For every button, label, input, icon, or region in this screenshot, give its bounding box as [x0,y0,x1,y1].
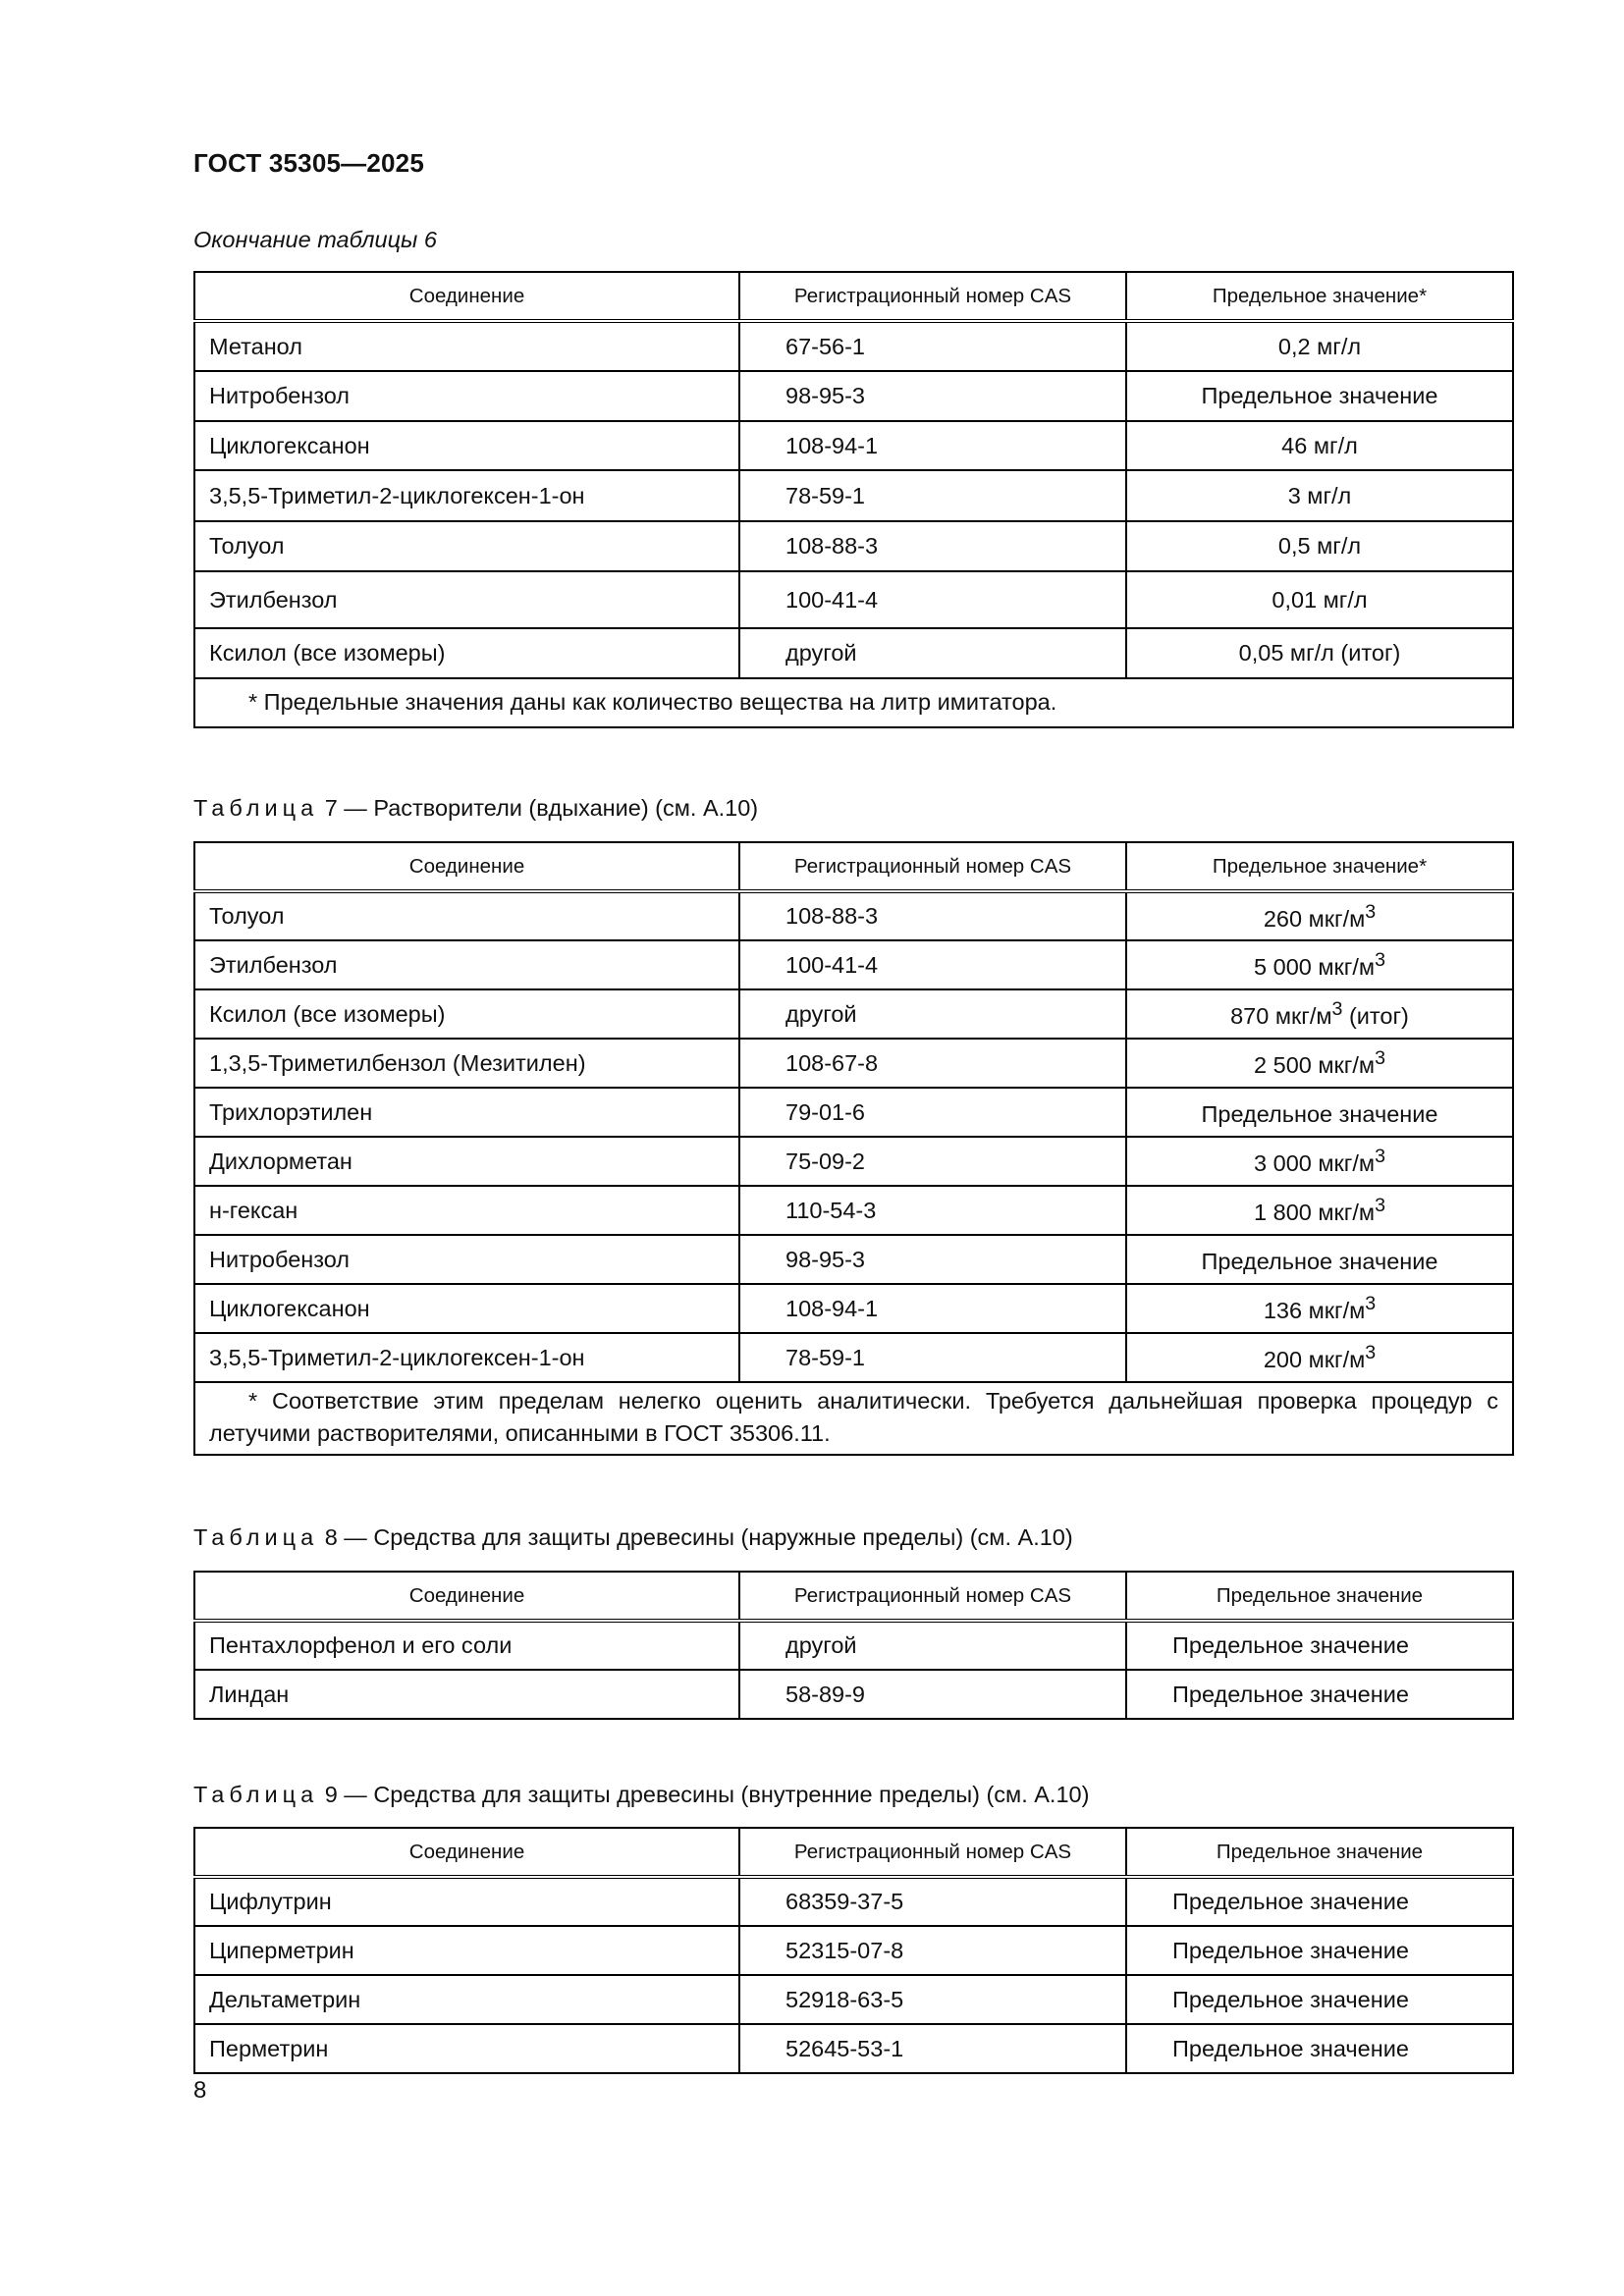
limit-cell: Предельное значение [1126,371,1513,421]
table-row [194,1137,1513,1186]
table-header-row [194,1828,1513,1877]
table-row [194,1039,1513,1088]
limit-cell: 200 мкг/$м^3$ [1126,1333,1513,1382]
limit-cell: 3 000 мкг/$м^3$ [1126,1137,1513,1186]
column-header-limit: Предельное значение [1126,1828,1513,1877]
compound-cell: Цифлутрин [194,1877,739,1926]
compound-cell: н-гексан [194,1186,739,1235]
limit-cell: 0,2 мг/л [1126,321,1513,371]
limit-cell: 870 мкг/$м^3$ (итог) [1126,989,1513,1039]
limit-cell: Предельное значение [1126,2024,1513,2073]
column-header-cas: Регистрационный номер CAS [739,272,1126,321]
table-footnote: * Соответствие этим пределам нелегко оценить аналитически. Требуется дальнейшая проверка процедур с летучими растворителями, описанными в ГОСТ 35306.11. [194,1382,1513,1455]
table-row [194,421,1513,470]
limit-cell: Предельное значение [1126,1877,1513,1926]
limit-cell: Предельное значение [1126,1926,1513,1975]
cas-cell: 108-88-3 [739,891,1126,940]
table-row [194,628,1513,678]
table6 [193,271,1514,728]
table-row [194,321,1513,371]
cas-cell: 108-67-8 [739,1039,1126,1088]
column-header-compound: Соединение [194,1828,739,1877]
limit-cell: Предельное значение [1126,1088,1513,1137]
compound-cell: Ксилол (все изомеры) [194,989,739,1039]
cas-cell: 58-89-9 [739,1670,1126,1719]
compound-cell: Циперметрин [194,1926,739,1975]
cas-cell: 75-09-2 [739,1137,1126,1186]
compound-cell: Дельтаметрин [194,1975,739,2024]
table7-caption [193,795,758,822]
column-header-compound: Соединение [194,842,739,891]
limit-cell: 1 800 мкг/$м^3$ [1126,1186,1513,1235]
table-label: Таблица [193,1782,319,1807]
cas-cell: 78-59-1 [739,1333,1126,1382]
limit-cell: 260 мкг/$м^3$ [1126,891,1513,940]
table6-caption: Окончание таблицы 6 [193,227,437,252]
cas-cell: 98-95-3 [739,371,1126,421]
compound-cell: Толуол [194,521,739,571]
table-row [194,891,1513,940]
cas-cell: 108-94-1 [739,1284,1126,1333]
table-title: 9 — Средства для защиты древесины (внутренние пределы) (см. А.10) [324,1782,1090,1807]
table-row [194,470,1513,521]
table8 [193,1571,1514,1720]
compound-cell: Нитробензол [194,1235,739,1284]
compound-cell: Пентахлорфенол и его соли [194,1621,739,1670]
table-header-row [194,1572,1513,1621]
table-row [194,2024,1513,2073]
limit-cell: 5 000 мкг/$м^3$ [1126,940,1513,989]
cas-cell: другой [739,989,1126,1039]
table-row [194,1621,1513,1670]
table-row [194,1975,1513,2024]
column-header-limit: Предельное значение* [1126,272,1513,321]
limit-cell: 0,01 мг/л [1126,571,1513,628]
limit-cell: 3 мг/л [1126,470,1513,521]
cas-cell: 98-95-3 [739,1235,1126,1284]
limit-cell: 46 мг/л [1126,421,1513,470]
column-header-limit: Предельное значение [1126,1572,1513,1621]
cas-cell: 68359-37-5 [739,1877,1126,1926]
compound-cell: Нитробензол [194,371,739,421]
cas-cell: 108-94-1 [739,421,1126,470]
compound-cell: Ксилол (все изомеры) [194,628,739,678]
compound-cell: Этилбензол [194,571,739,628]
table-title: 8 — Средства для защиты древесины (наружные пределы) (см. А.10) [324,1524,1073,1550]
limit-cell: 136 мкг/$м^3$ [1126,1284,1513,1333]
cas-cell: 100-41-4 [739,571,1126,628]
limit-cell: Предельное значение [1126,1670,1513,1719]
table8-caption [193,1524,1073,1551]
compound-cell: 1,3,5-Триметилбензол (Мезитилен) [194,1039,739,1088]
compound-cell: Дихлорметан [194,1137,739,1186]
compound-cell: 3,5,5-Триметил-2-циклогексен-1-он [194,1333,739,1382]
compound-cell: 3,5,5-Триметил-2-циклогексен-1-он [194,470,739,521]
limit-cell: 2 500 мкг/$м^3$ [1126,1039,1513,1088]
table-row [194,1926,1513,1975]
table-row [194,1235,1513,1284]
table-row [194,371,1513,421]
compound-cell: Перметрин [194,2024,739,2073]
cas-cell: 79-01-6 [739,1088,1126,1137]
table-note-row [194,1382,1513,1455]
compound-cell: Метанол [194,321,739,371]
cas-cell: 52315-07-8 [739,1926,1126,1975]
table-header-row [194,842,1513,891]
compound-cell: Толуол [194,891,739,940]
column-header-cas: Регистрационный номер CAS [739,842,1126,891]
limit-cell: 0,05 мг/л (итог) [1126,628,1513,678]
compound-cell: Трихлорэтилен [194,1088,739,1137]
table-row [194,1088,1513,1137]
table-row [194,1186,1513,1235]
table7 [193,841,1514,1456]
column-header-compound: Соединение [194,272,739,321]
table-row [194,1284,1513,1333]
table-footnote: * Предельные значения даны как количество вещества на литр имитатора. [194,678,1513,727]
table-row [194,1333,1513,1382]
compound-cell: Линдан [194,1670,739,1719]
column-header-cas: Регистрационный номер CAS [739,1828,1126,1877]
table-row [194,1670,1513,1719]
limit-cell: Предельное значение [1126,1621,1513,1670]
compound-cell: Циклогексанон [194,1284,739,1333]
table-row [194,1877,1513,1926]
cas-cell: 52918-63-5 [739,1975,1126,2024]
cas-cell: другой [739,1621,1126,1670]
table9 [193,1827,1514,2074]
table-row [194,989,1513,1039]
column-header-limit: Предельное значение* [1126,842,1513,891]
limit-cell: Предельное значение [1126,1235,1513,1284]
compound-cell: Этилбензол [194,940,739,989]
limit-cell: Предельное значение [1126,1975,1513,2024]
table-note-row [194,678,1513,727]
cas-cell: 52645-53-1 [739,2024,1126,2073]
cas-cell: 67-56-1 [739,321,1126,371]
cas-cell: 110-54-3 [739,1186,1126,1235]
table-row [194,521,1513,571]
page-number: 8 [193,2077,207,2104]
cas-cell: 78-59-1 [739,470,1126,521]
column-header-compound: Соединение [194,1572,739,1621]
table-row [194,940,1513,989]
table-row [194,571,1513,628]
table-label: Таблица [193,795,319,821]
table-label: Таблица [193,1524,319,1550]
cas-cell: другой [739,628,1126,678]
table9-caption [193,1782,1089,1808]
cas-cell: 100-41-4 [739,940,1126,989]
document-code: ГОСТ 35305—2025 [193,148,424,178]
table-title: 7 — Растворители (вдыхание) (см. А.10) [324,795,759,821]
column-header-cas: Регистрационный номер CAS [739,1572,1126,1621]
compound-cell: Циклогексанон [194,421,739,470]
cas-cell: 108-88-3 [739,521,1126,571]
limit-cell: 0,5 мг/л [1126,521,1513,571]
table-header-row [194,272,1513,321]
